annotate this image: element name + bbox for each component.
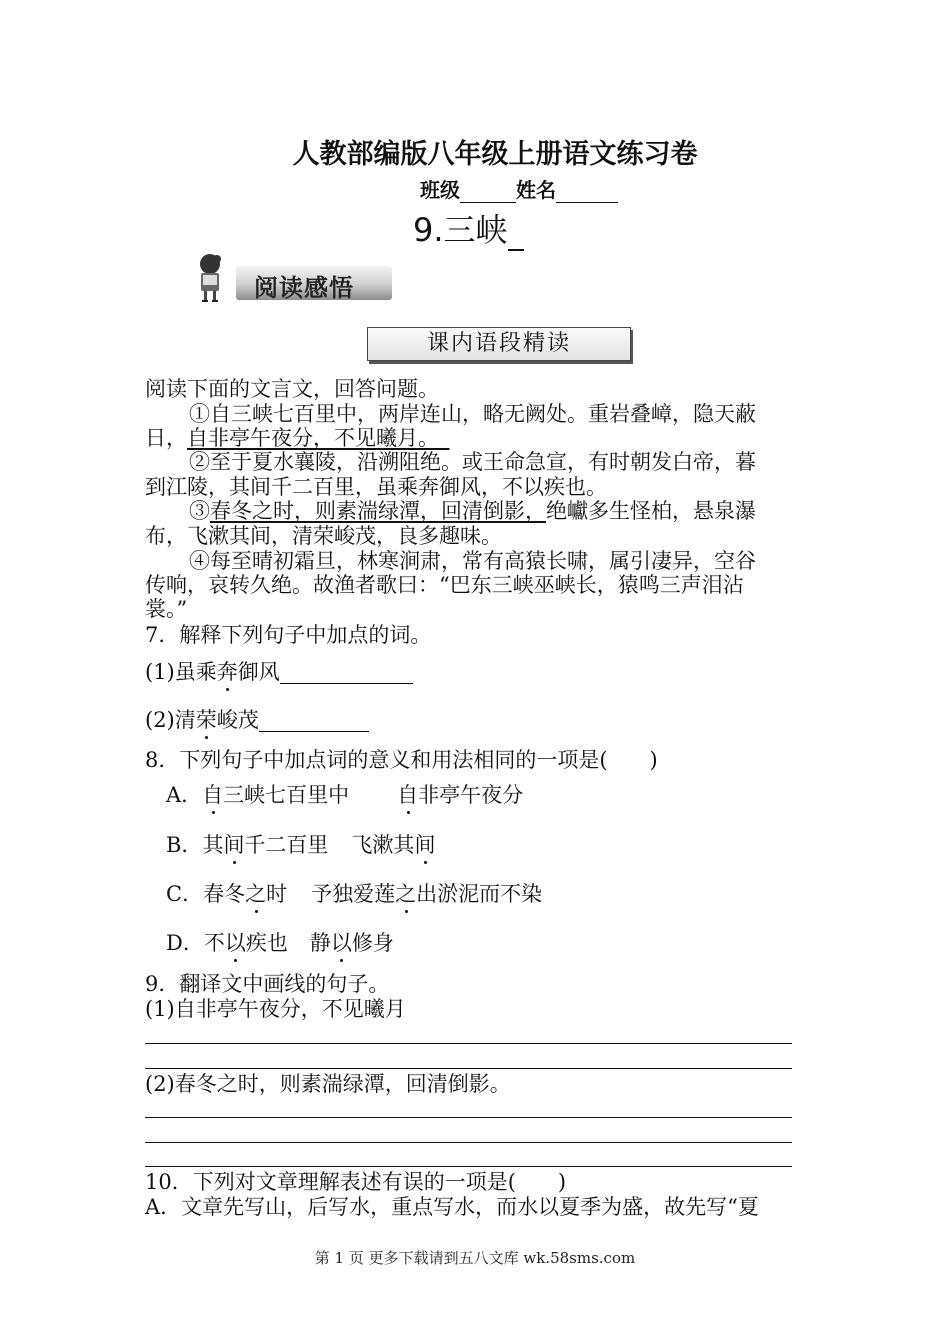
q8-stem: 8．下列句子中加点词的意义和用法相同的一项是( ) (145, 748, 658, 772)
q7-item-2 (145, 708, 369, 732)
passage-p4-line3: 裳。” (145, 597, 188, 621)
option-text: 时 (266, 882, 288, 906)
lesson-title-text: 9.三峡 (413, 211, 508, 249)
name-label: 姓名 (516, 178, 556, 202)
passage-p4-line1: ④每至晴初霜旦，林寒涧肃，常有高猿长啸，属引凄异，空谷 (189, 549, 756, 573)
q7-text: 峻茂 (216, 708, 259, 732)
option-text: 非亭午夜分 (418, 783, 524, 807)
option-text: 其 (202, 833, 224, 857)
option-text: 千二百里 (244, 833, 329, 857)
underline-tail (429, 426, 450, 450)
banner-label: 阅读感悟 (254, 274, 354, 302)
option-text: 静 (309, 931, 331, 955)
q9-stem: 9．翻译文中画线的句子。 (145, 972, 390, 996)
passage-text: 绝巘多生怪柏，悬泉瀑 (546, 499, 756, 523)
lesson-title (413, 205, 524, 251)
q8-option-c[interactable] (166, 882, 542, 906)
answer-line[interactable] (145, 1142, 792, 1143)
dotted-word: 以 (224, 931, 246, 955)
underlined-sentence-1: 自非亭午夜分，不见曦月。 (187, 426, 429, 450)
page-footer: 第 1 页 更多下载请到五八文库 wk.58sms.com (314, 1249, 636, 1267)
q7-text: 御风 (237, 660, 280, 684)
class-label: 班级 (420, 178, 460, 202)
q9-item-1: (1)自非亭午夜分，不见曦月 (145, 997, 406, 1021)
q9-item-2: (2)春冬之时，则素湍绿潭，回清倒影。 (145, 1072, 511, 1096)
option-label: D． (166, 931, 204, 955)
passage-intro: 阅读下面的文言文，回答问题。 (145, 377, 439, 401)
reading-banner (236, 266, 392, 300)
lesson-title-underscore (508, 221, 524, 251)
option-text: 出淤泥而不染 (416, 882, 543, 906)
class-blank (460, 182, 516, 203)
page-title: 人教部编版八年级上册语文练习卷 (292, 139, 698, 170)
section-heading-box (367, 327, 631, 361)
dotted-word: 间 (414, 833, 436, 857)
dotted-word: 之 (395, 882, 417, 906)
option-text: 修身 (351, 931, 394, 955)
dotted-word: 之 (245, 882, 267, 906)
passage-p1-line1: ①自三峡七百里中，两岸连山，略无阙处。重岩叠嶂，隐天蔽 (189, 402, 756, 426)
q10-option-a[interactable]: A．文章先写山，后写水，重点写水，而水以夏季为盛，故先写“夏 (145, 1195, 759, 1219)
option-text: 春冬 (203, 882, 246, 906)
dotted-word: 自 (202, 783, 224, 807)
option-text: 三峡七百里中 (223, 783, 350, 807)
section-heading: 课内语段精读 (426, 331, 571, 356)
passage-p2-line1: ②至于夏水襄陵，沿溯阻绝。或王命急宣，有时朝发白帝，暮 (189, 450, 756, 474)
option-text: 予独爱莲 (311, 882, 396, 906)
dotted-word: 自 (397, 783, 419, 807)
dotted-word: 荣 (195, 708, 217, 732)
answer-blank[interactable] (259, 711, 369, 732)
option-text: 不 (203, 931, 225, 955)
passage-p3-line2: 布，飞漱其间，清荣峻茂，良多趣味。 (145, 524, 502, 548)
passage-p2-line2: 到江陵，其间千二百里，虽乘奔御风，不以疾也。 (145, 475, 607, 499)
q8-option-a[interactable] (166, 783, 523, 807)
dotted-word: 奔 (216, 660, 238, 684)
option-text: 飞漱其 (351, 833, 415, 857)
underlined-sentence-2: 春冬之时，则素湍绿潭，回清倒影， (210, 499, 546, 523)
option-label: A． (166, 783, 203, 807)
passage-p1-line2 (145, 426, 450, 450)
answer-line[interactable] (145, 1117, 792, 1118)
answer-line[interactable] (145, 1166, 792, 1167)
paragraph-number: ③ (189, 499, 210, 523)
q8-option-b[interactable] (166, 833, 435, 857)
option-label: B． (166, 833, 203, 857)
answer-line[interactable] (145, 1043, 792, 1044)
q7-text: (2)清 (145, 708, 196, 732)
q7-text: (1)虽乘 (145, 660, 217, 684)
passage-text: 日， (145, 426, 187, 450)
option-text: 疾也 (245, 931, 288, 955)
dotted-word: 间 (223, 833, 245, 857)
passage-p3-line1 (189, 499, 756, 523)
answer-blank[interactable] (280, 663, 413, 684)
reading-girl-icon (190, 252, 230, 306)
passage-p4-line2: 传响，哀转久绝。故渔者歌曰：“巴东三峡巫峡长，猿鸣三声泪沾 (145, 573, 744, 597)
class-name-line (420, 174, 618, 203)
name-blank (556, 182, 618, 203)
dotted-word: 以 (330, 931, 352, 955)
q7-stem: 7．解释下列句子中加点的词。 (145, 623, 432, 647)
q7-item-1 (145, 660, 413, 684)
q8-option-d[interactable] (166, 931, 394, 955)
q10-stem: 10．下列对文章理解表述有误的一项是( ) (145, 1170, 567, 1194)
answer-line[interactable] (145, 1068, 792, 1069)
option-label: C． (166, 882, 204, 906)
